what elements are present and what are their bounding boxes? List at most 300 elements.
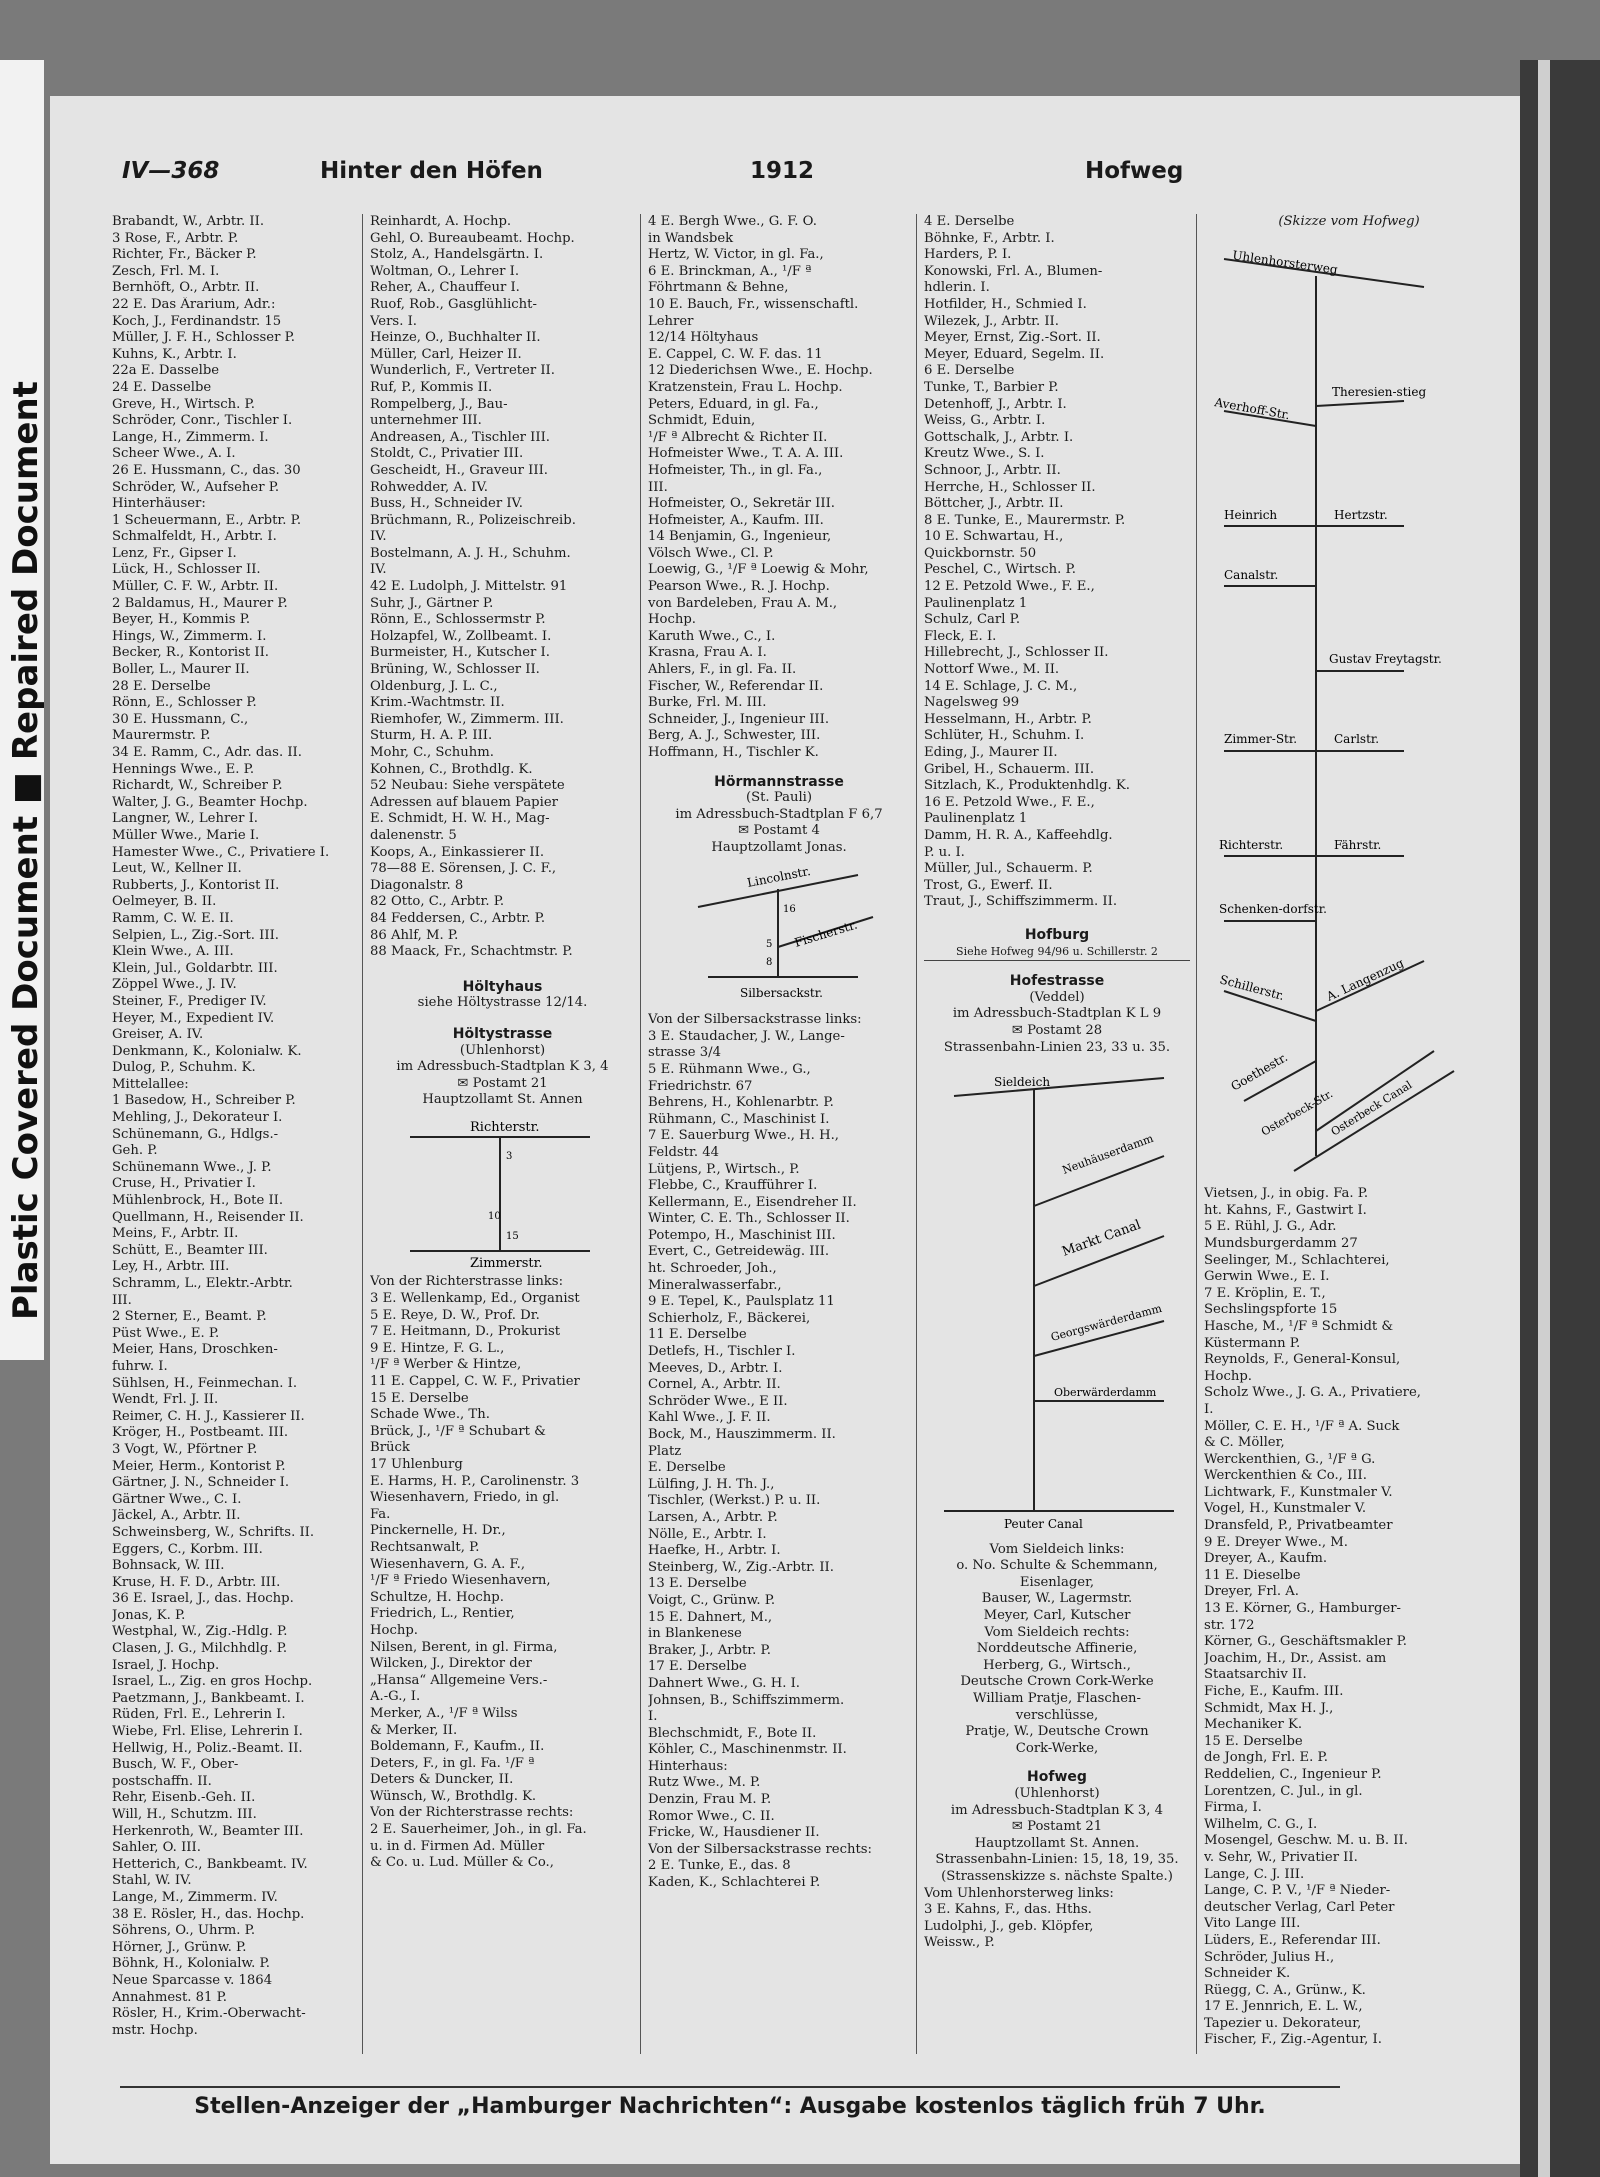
map-street	[1316, 401, 1404, 406]
entry-list	[924, 1886, 1190, 1952]
directory-entry: Sturm, H. A. P. III.	[370, 728, 493, 744]
scan-label: Plastic Covered Document ■ Repaired Document	[6, 381, 46, 1320]
directory-entry: postschaffn. II.	[112, 1773, 212, 1789]
directory-entry: 3 Vogt, W., Pförtner P.	[112, 1441, 258, 1457]
directory-entry: Nagelsweg 99	[924, 695, 1020, 711]
directory-entry: Böttcher, J., Arbtr. II.	[924, 496, 1064, 512]
map-number: 3	[506, 1150, 513, 1162]
entry-list	[370, 1274, 635, 1871]
directory-entry: Rönn, E., Schlosser P.	[112, 695, 257, 711]
column-divider	[916, 214, 917, 2054]
directory-entry: Jonas, K. P.	[112, 1607, 186, 1623]
directory-entry: Von der Richterstrasse links:	[370, 1274, 564, 1290]
directory-entry: Vietsen, J., in obig. Fa. P.	[1204, 1186, 1369, 1202]
directory-entry: Detenhoff, J., Arbtr. I.	[924, 396, 1067, 412]
directory-entry: Annahmest. 81 P.	[112, 1989, 227, 2005]
section-info	[924, 1786, 1190, 1886]
directory-entry: Fiche, E., Kaufm. III.	[1204, 1684, 1344, 1699]
directory-entry: Schütt, E., Beamter III.	[112, 1242, 268, 1258]
directory-entry: Karuth Wwe., C., I.	[648, 628, 776, 644]
directory-entry: Schmalfeldt, H., Arbtr. I.	[112, 529, 277, 545]
directory-entry: Hinterhäuser:	[112, 496, 206, 512]
directory-entry: Herrche, H., Schlosser II.	[924, 479, 1096, 495]
directory-entry: 15 E. Derselbe	[370, 1390, 469, 1406]
map-label: Oberwärderdamm	[1054, 1386, 1157, 1400]
directory-entry: 1 Basedow, H., Schreiber P.	[112, 1093, 296, 1109]
directory-entry: Kellermann, E., Eisendreher II.	[648, 1194, 857, 1210]
column-1	[112, 214, 357, 2054]
directory-entry: Sahler, O. III.	[112, 1840, 201, 1856]
directory-entry: 13 E. Derselbe	[648, 1576, 747, 1592]
directory-entry: Oelmeyer, B. II.	[112, 894, 217, 910]
column-3	[648, 214, 910, 2054]
column-divider	[362, 214, 363, 2054]
directory-entry: (St. Pauli)	[745, 790, 813, 806]
directory-entry: Greiser, A. IV.	[112, 1027, 204, 1043]
directory-entry: Traut, J., Schiffszimmerm. II.	[924, 894, 1118, 910]
directory-entry: 15 E. Derselbe	[1204, 1733, 1303, 1749]
directory-entry: Winter, C. E. Th., Schlosser II.	[648, 1211, 850, 1227]
directory-entry: ¹/F ª Friedo Wiesenhavern,	[370, 1573, 551, 1589]
directory-entry: E. Schmidt, H. W. H., Mag-	[370, 811, 550, 827]
directory-entry: Norddeutsche Affinerie,	[976, 1641, 1138, 1657]
directory-entry: Friedrichstr. 67	[648, 1078, 753, 1094]
directory-entry: 16 E. Petzold Wwe., F. E.,	[924, 794, 1095, 810]
directory-entry: 13 E. Körner, G., Hamburger-	[1204, 1601, 1402, 1617]
directory-entry: Fricke, W., Hausdiener II.	[648, 1825, 820, 1841]
directory-entry: Braker, J., Arbtr. P.	[648, 1642, 771, 1658]
directory-entry: 84 Feddersen, C., Arbtr. P.	[370, 910, 546, 926]
directory-entry: Möller, C. E. H., ¹/F ª A. Suck	[1204, 1418, 1400, 1434]
directory-entry: Söhrens, O., Uhrm. P.	[112, 1923, 256, 1939]
directory-entry: Schramm, L., Elektr.-Arbtr.	[112, 1276, 293, 1291]
directory-entry: Lehrer	[648, 313, 694, 329]
directory-entry: 14 Benjamin, G., Ingenieur,	[648, 529, 832, 545]
directory-entry: Boller, L., Maurer II.	[112, 662, 250, 678]
directory-entry: Von der Richterstrasse rechts:	[370, 1805, 574, 1821]
directory-entry: Fleck, E. I.	[924, 628, 997, 644]
directory-entry: Eggers, C., Korbm. III.	[112, 1541, 263, 1557]
directory-entry: im Adressbuch-Stadtplan K 3, 4	[950, 1802, 1164, 1818]
directory-entry: Andreasen, A., Tischler III.	[370, 429, 550, 445]
map-label: Richterstr.	[1219, 837, 1284, 852]
map-label: Georgswärderdamm	[1049, 1301, 1164, 1344]
directory-entry: Loewig, G., ¹/F ª Loewig & Mohr,	[648, 562, 869, 578]
directory-entry: ¹/F ª Werber & Hintze,	[370, 1357, 522, 1373]
directory-entry: Fischer, F., Zig.-Agentur, I.	[1204, 2032, 1382, 2048]
directory-entry: 5 E. Reye, D. W., Prof. Dr.	[370, 1307, 540, 1323]
directory-entry: Hamester Wwe., C., Privatiere I.	[112, 844, 330, 860]
directory-entry: Berg, A. J., Schwester, III.	[648, 728, 821, 744]
directory-entry: str. 172	[1204, 1617, 1255, 1633]
section-title-hofestrasse: Hofestrasse	[1009, 973, 1105, 990]
map-label: Richterstr.	[470, 1119, 540, 1135]
directory-entry: 78—88 E. Sörensen, J. C. F.,	[370, 861, 557, 877]
directory-entry: Damm, H. R. A., Kaffeehdlg.	[924, 827, 1113, 843]
directory-entry: 6 E. Brinckman, A., ¹/F ª	[648, 263, 812, 279]
directory-entry: Geh. P.	[112, 1143, 158, 1159]
directory-entry: 26 E. Hussmann, C., das. 30	[112, 462, 301, 478]
directory-entry: Reynolds, F., General-Konsul,	[1204, 1352, 1401, 1368]
directory-entry: Gottschalk, J., Arbtr. I.	[924, 429, 1074, 445]
directory-entry: P. u. I.	[924, 844, 965, 860]
directory-entry: Lütjens, P., Wirtsch., P.	[648, 1161, 800, 1177]
directory-entry: Rechtsanwalt, P.	[370, 1539, 480, 1555]
directory-entry: Rüegg, C. A., Grünw., K.	[1204, 1982, 1366, 1998]
directory-entry: Steinberg, W., Zig.-Arbtr. II.	[648, 1559, 834, 1575]
directory-entry: Paulinenplatz 1	[924, 595, 1028, 611]
directory-entry: Deutsche Crown Cork-Werke	[960, 1674, 1154, 1690]
directory-entry: Herkenroth, W., Beamter III.	[112, 1823, 304, 1839]
directory-entry: Woltman, O., Lehrer I.	[370, 263, 520, 279]
column-5	[1204, 214, 1494, 2054]
directory-entry: Hennings Wwe., E. P.	[112, 761, 255, 777]
directory-entry: Schröder, Julius H.,	[1204, 1949, 1335, 1965]
directory-entry: Lüders, E., Referendar III.	[1204, 1932, 1381, 1948]
directory-entry: Gerwin Wwe., E. I.	[1204, 1269, 1330, 1285]
directory-entry: Riemhofer, W., Zimmerm. III.	[370, 711, 564, 727]
directory-entry: 30 E. Hussmann, C.,	[112, 711, 249, 727]
directory-entry: Ramm, C. W. E. II.	[112, 910, 234, 926]
directory-entry: III.	[112, 1292, 132, 1308]
entry-list	[112, 214, 357, 2039]
directory-entry: Fa.	[370, 1506, 391, 1522]
directory-entry: Brück	[370, 1440, 410, 1456]
directory-entry: im Adressbuch-Stadtplan F 6,7	[675, 806, 883, 822]
map-street	[1294, 1071, 1454, 1171]
directory-entry: Stolz, A., Handelsgärtn. I.	[370, 247, 544, 263]
directory-entry: Meyer, Ernst, Zig.-Sort. II.	[924, 330, 1101, 346]
map-label: Theresien-stieg	[1332, 384, 1427, 399]
directory-entry: 11 E. Dieselbe	[1204, 1567, 1301, 1583]
directory-entry: 11 E. Cappel, C. W. F., Privatier	[370, 1374, 580, 1390]
directory-entry: 2 E. Sauerheimer, Joh., in gl. Fa.	[370, 1822, 587, 1838]
directory-entry: Nottorf Wwe., M. II.	[924, 662, 1060, 678]
directory-entry: Peters, Eduard, in gl. Fa.,	[648, 396, 819, 412]
directory-entry: Denzin, Frau M. P.	[648, 1792, 772, 1808]
directory-entry: Friedrich, L., Rentier,	[370, 1606, 515, 1622]
directory-entry: Hauptzollamt St. Annen.	[974, 1835, 1140, 1851]
directory-entry: im Adressbuch-Stadtplan K 3, 4	[396, 1059, 609, 1075]
directory-entry: 28 E. Derselbe	[112, 678, 211, 694]
directory-entry: 10 E. Schwartau, H.,	[924, 529, 1064, 545]
directory-entry: Paulinenplatz 1	[924, 811, 1028, 827]
section-title-hofburg: Hofburg	[1024, 926, 1090, 943]
directory-entry: Schierholz, F., Bäckerei,	[648, 1310, 811, 1326]
directory-entry: Neue Sparcasse v. 1864	[112, 1972, 273, 1988]
directory-entry: Hellwig, H., Poliz.-Beamt. II.	[112, 1740, 303, 1756]
directory-entry: Reher, A., Chauffeur I.	[370, 280, 520, 296]
section-info	[648, 790, 910, 856]
book-binding	[1520, 60, 1600, 2177]
directory-entry: E. Derselbe	[648, 1460, 726, 1476]
directory-entry: o. No. Schulte & Schemmann,	[956, 1558, 1158, 1574]
directory-entry: Gärtner Wwe., C. I.	[112, 1491, 242, 1507]
directory-entry: Voigt, C., Grünw. P.	[648, 1592, 776, 1608]
directory-entry: Pearson Wwe., R. J. Hochp.	[648, 579, 830, 595]
directory-entry: E. Cappel, C. W. F. das. 11	[648, 346, 823, 362]
directory-entry: Gescheidt, H., Graveur III.	[370, 462, 548, 478]
directory-entry: hdlerin. I.	[924, 280, 990, 296]
directory-entry: Dreyer, A., Kaufm.	[1204, 1551, 1328, 1567]
directory-entry: William Pratje, Flaschen-	[973, 1691, 1141, 1707]
directory-entry: 17 Uhlenburg	[370, 1457, 463, 1472]
directory-entry: Dreyer, Frl. A.	[1204, 1584, 1299, 1600]
directory-entry: Tapezier u. Dekorateur,	[1204, 2015, 1362, 2031]
directory-entry: 22a E. Dasselbe	[112, 363, 220, 379]
section-title-hofweg: Hofweg	[1027, 1769, 1087, 1786]
entry-list	[370, 214, 635, 961]
directory-entry: Lange, C. J. III.	[1204, 1866, 1305, 1882]
directory-entry: Kröger, H., Postbeamt. III.	[112, 1425, 289, 1441]
directory-entry: Larsen, A., Arbtr. P.	[648, 1509, 778, 1525]
directory-entry: Rutz Wwe., M. P.	[648, 1775, 761, 1791]
directory-entry: Rönn, E., Schlossermstr P.	[370, 612, 546, 628]
directory-entry: Wunderlich, F., Vertreter II.	[370, 363, 555, 379]
directory-entry: Suhr, J., Gärtner P.	[370, 595, 494, 611]
directory-entry: Holzapfel, W., Zollbeamt. I.	[370, 628, 552, 644]
directory-entry: 9 E. Dreyer Wwe., M.	[1204, 1534, 1348, 1550]
directory-entry: Burke, Frl. M. III.	[648, 695, 767, 711]
directory-entry: Hertz, W. Victor, in gl. Fa.,	[648, 247, 824, 263]
directory-entry: Hesselmann, H., Arbtr. P.	[924, 711, 1092, 727]
directory-entry: Tischler, (Werkst.) P. u. II.	[648, 1493, 821, 1509]
directory-entry: A.-G., I.	[370, 1689, 421, 1705]
map-street	[1316, 1051, 1434, 1131]
directory-entry: Mineralwasserfabr.,	[648, 1277, 782, 1293]
directory-entry: Schröder, Conr., Tischler I.	[112, 413, 293, 429]
directory-entry: Lange, H., Zimmerm. I.	[112, 429, 269, 445]
directory-entry: Cruse, H., Privatier I.	[112, 1176, 256, 1192]
directory-entry: 3 E. Staudacher, J. W., Lange-	[648, 1028, 845, 1044]
directory-entry: Zesch, Frl. M. I.	[112, 263, 220, 279]
directory-entry: 34 E. Ramm, C., Adr. das. II.	[112, 745, 302, 760]
directory-entry: Israel, J. Hochp.	[112, 1657, 220, 1673]
directory-entry: Sitzlach, K., Produktenhdlg. K.	[924, 778, 1130, 794]
directory-entry: Hofmeister, A., Kaufm. III.	[648, 512, 824, 528]
directory-entry: & Co. u. Lud. Müller & Co.,	[370, 1855, 554, 1871]
section-title-hoermannstrasse: Hörmannstrasse	[714, 773, 844, 790]
directory-entry: Langner, W., Lehrer I.	[112, 811, 258, 827]
directory-entry: im Adressbuch-Stadtplan K L 9	[952, 1006, 1162, 1022]
directory-entry: Bernhöft, O., Arbtr. II.	[112, 280, 260, 296]
map-label: Osterbeck Canal	[1328, 1077, 1415, 1139]
map-street	[954, 1078, 1164, 1096]
directory-entry: von Bardeleben, Frau A. M.,	[648, 595, 838, 611]
directory-entry: 3 E. Kahns, F., das. Hths.	[924, 1902, 1092, 1918]
directory-entry: Ludolphi, J., geb. Klöpfer,	[924, 1918, 1094, 1934]
directory-entry: Schneider K.	[1204, 1966, 1291, 1982]
column-4	[924, 214, 1190, 2054]
map-number: 8	[766, 956, 773, 968]
directory-entry: Schlüter, H., Schuhm. I.	[924, 728, 1085, 744]
directory-entry: Sechslingspforte 15	[1204, 1302, 1338, 1318]
section-note: Siehe Hofweg 94/96 u. Schillerstr. 2	[924, 944, 1190, 962]
directory-entry: 2 Sterner, E., Beamt. P.	[112, 1309, 267, 1325]
directory-entry: 36 E. Israel, J., das. Hochp.	[112, 1591, 294, 1607]
directory-entry: 88 Maack, Fr., Schachtmstr. P.	[370, 944, 573, 960]
directory-entry: Ruf, P., Kommis II.	[370, 379, 493, 395]
entry-list	[648, 1012, 910, 1891]
directory-entry: Platz	[648, 1443, 682, 1459]
directory-entry: Gribel, H., Schauerm. III.	[924, 761, 1095, 777]
directory-entry: 3 Rose, F., Arbtr. P.	[112, 230, 239, 246]
directory-entry: verschlüsse,	[1015, 1707, 1099, 1723]
map-label: Canalstr.	[1224, 567, 1279, 582]
directory-entry: Richardt, W., Schreiber P.	[112, 778, 283, 794]
directory-entry: 12 Diederichsen Wwe., E. Hochp.	[648, 363, 873, 379]
directory-entry: 6 E. Derselbe	[924, 363, 1015, 379]
directory-entry: 17 E. Jennrich, E. L. W.,	[1204, 1999, 1363, 2015]
directory-entry: Bauser, W., Lagermstr.	[981, 1591, 1133, 1607]
directory-entry: 24 E. Dasselbe	[112, 379, 212, 395]
directory-entry: (Strassenskizze s. nächste Spalte.)	[941, 1868, 1173, 1884]
directory-entry: Ruof, Rob., Gasglühlicht-	[370, 296, 537, 312]
directory-entry: Hoffmann, H., Tischler K.	[648, 745, 819, 760]
directory-entry: Wilcken, J., Direktor der	[370, 1656, 532, 1672]
directory-entry: Vom Sieldeich rechts:	[984, 1624, 1130, 1640]
directory-entry: ✉ Postamt 28	[1011, 1022, 1103, 1038]
directory-entry: ✉ Postamt 21	[1011, 1819, 1103, 1835]
directory-entry: 10 E. Bauch, Fr., wissenschaftl.	[648, 296, 859, 312]
directory-entry: Brück, J., ¹/F ª Schubart &	[370, 1423, 546, 1439]
directory-entry: Klein, Jul., Goldarbtr. III.	[112, 960, 278, 976]
directory-entry: Westphal, W., Zig.-Hdlg. P.	[112, 1624, 288, 1640]
directory-entry: Hinterhaus:	[648, 1758, 728, 1774]
directory-entry: Weiss, G., Arbtr. I.	[924, 413, 1046, 429]
directory-entry: Von der Silbersackstrasse links:	[648, 1012, 862, 1028]
directory-entry: Brüning, W., Schlosser II.	[370, 662, 540, 678]
directory-entry: Lück, H., Schlosser II.	[112, 562, 261, 578]
directory-entry: Maurermstr. P.	[112, 728, 211, 744]
directory-entry: Meeves, D., Arbtr. I.	[648, 1360, 783, 1376]
page-edge	[1538, 60, 1550, 2177]
directory-entry: Köhler, C., Maschinenmstr. II.	[648, 1742, 847, 1758]
directory-entry: Paetzmann, J., Bankbeamt. I.	[112, 1690, 305, 1706]
directory-entry: de Jongh, Frl. E. P.	[1204, 1750, 1328, 1766]
directory-entry: Vom Sieldeich links:	[989, 1541, 1125, 1557]
right-street-title: Hofweg	[1085, 158, 1184, 184]
directory-entry: Strassenbahn-Linien 23, 33 u. 35.	[943, 1039, 1171, 1055]
directory-entry: Will, H., Schutzm. III.	[112, 1807, 257, 1822]
directory-entry: Quellmann, H., Reisender II.	[112, 1209, 304, 1225]
directory-entry: 5 E. Rühmann Wwe., G.,	[648, 1061, 811, 1077]
directory-entry: Wünsch, W., Brothdlg. K.	[370, 1788, 537, 1804]
map-number: 16	[783, 903, 796, 915]
directory-entry: Scheer Wwe., A. I.	[112, 446, 236, 462]
directory-entry: Gehl, O. Bureaubeamt. Hochp.	[370, 230, 575, 246]
directory-entry: Mechaniker K.	[1204, 1717, 1303, 1733]
directory-entry: Zöppel Wwe., J. IV.	[112, 977, 237, 993]
map-label: Averhoff-Str.	[1213, 394, 1291, 422]
directory-entry: Greve, H., Wirtsch. P.	[112, 396, 255, 412]
directory-entry: IV.	[370, 562, 387, 578]
directory-entry: Busch, W. F., Ober-	[112, 1757, 239, 1773]
directory-entry: Schade Wwe., Th.	[370, 1407, 490, 1423]
directory-entry: Hochp.	[648, 612, 696, 628]
directory-entry: Ley, H., Arbtr. III.	[112, 1259, 230, 1275]
directory-entry: Behrens, H., Kohlenarbtr. P.	[648, 1095, 834, 1111]
directory-entry: 17 E. Derselbe	[648, 1659, 747, 1675]
directory-entry: Meyer, Carl, Kutscher	[983, 1608, 1131, 1624]
directory-entry: Tunke, T., Barbier P.	[924, 379, 1059, 395]
directory-entry: I.	[1204, 1401, 1214, 1417]
directory-entry: Rühmann, C., Maschinist I.	[648, 1111, 830, 1127]
directory-entry: Buss, H., Schneider IV.	[370, 496, 523, 512]
directory-entry: 86 Ahlf, M. P.	[370, 927, 459, 943]
map-label: Peuter Canal	[1004, 1517, 1083, 1532]
directory-entry: Konowski, Frl. A., Blumen-	[924, 263, 1103, 279]
directory-entry: Cornel, A., Arbtr. II.	[648, 1377, 781, 1393]
directory-entry: strasse 3/4	[648, 1045, 721, 1061]
directory-entry: Meier, Herm., Kontorist P.	[112, 1458, 286, 1474]
directory-entry: Deters, F., in gl. Fa. ¹/F ª	[370, 1755, 535, 1771]
section-title-hoeltyhaus: Höltyhaus	[462, 978, 543, 995]
directory-entry: Schünemann, G., Hdlgs.-	[112, 1126, 279, 1142]
directory-entry: & C. Möller,	[1204, 1435, 1285, 1451]
directory-entry: Leut, W., Kellner II.	[112, 861, 242, 877]
directory-entry: Merker, A., ¹/F ª Wilss	[370, 1705, 518, 1721]
directory-entry: Selpien, L., Zig.-Sort. III.	[112, 927, 279, 943]
directory-entry: Mehling, J., Dekorateur I.	[112, 1110, 283, 1126]
directory-entry: Feldstr. 44	[648, 1144, 719, 1160]
entry-list	[924, 214, 1190, 911]
directory-entry: unternehmer III.	[370, 413, 482, 429]
directory-entry: Weissw., P.	[924, 1935, 995, 1951]
directory-entry: 12 E. Petzold Wwe., F. E.,	[924, 579, 1095, 595]
directory-entry: Bostelmann, A. J. H., Schuhm.	[370, 545, 571, 561]
directory-entry: Schünemann Wwe., J. P.	[112, 1159, 272, 1175]
directory-entry: Evert, C., Getreidewäg. III.	[648, 1244, 830, 1260]
entry-list	[648, 214, 910, 762]
directory-entry: Lange, M., Zimmerm. IV.	[112, 1889, 278, 1905]
directory-entry: Hotfilder, H., Schmied I.	[924, 296, 1087, 312]
directory-entry: Sühlsen, H., Feinmechan. I.	[112, 1375, 298, 1391]
directory-entry: Körner, G., Geschäftsmakler P.	[1204, 1634, 1407, 1650]
map-number: 15	[506, 1230, 519, 1242]
directory-entry: Heinze, O., Buchhalter II.	[370, 330, 541, 346]
directory-entry: Kuhns, K., Arbtr. I.	[112, 346, 237, 362]
directory-entry: 9 E. Tepel, K., Paulsplatz 11	[648, 1294, 835, 1310]
directory-entry: Staatsarchiv II.	[1204, 1667, 1307, 1683]
directory-entry: Hofmeister, O., Sekretär III.	[648, 496, 835, 512]
directory-entry: Lichtwark, F., Kunstmaler V.	[1204, 1484, 1393, 1500]
directory-entry: Kaden, K., Schlachterei P.	[648, 1875, 821, 1891]
directory-entry: Israel, L., Zig. en gros Hochp.	[112, 1674, 313, 1690]
directory-entry: Mundsburgerdamm 27	[1204, 1235, 1358, 1251]
directory-entry: Jäckel, A., Arbtr. II.	[112, 1508, 241, 1524]
directory-entry: 5 E. Rühl, J. G., Adr.	[1204, 1219, 1337, 1235]
directory-entry: Schweinsberg, W., Schrifts. II.	[112, 1524, 315, 1540]
directory-entry: deutscher Verlag, Carl Peter	[1204, 1899, 1395, 1915]
directory-entry: Peschel, C., Wirtsch. P.	[924, 562, 1076, 578]
directory-entry: Reddelien, C., Ingenieur P.	[1204, 1766, 1382, 1782]
directory-entry: Rüden, Frl. E., Lehrerin I.	[112, 1707, 286, 1723]
directory-entry: IV.	[370, 529, 387, 545]
directory-entry: Mosengel, Geschw. M. u. B. II.	[1204, 1833, 1408, 1849]
directory-entry: Diagonalstr. 8	[370, 877, 464, 893]
directory-entry: (Uhlenhorst)	[1014, 1786, 1100, 1801]
directory-entry: Fischer, W., Referendar II.	[648, 678, 824, 694]
entry-list	[1204, 1186, 1494, 2049]
column-2	[370, 214, 635, 2054]
directory-entry: Adressen auf blauem Papier	[370, 794, 558, 810]
directory-entry: Denkmann, K., Kolonialw. K.	[112, 1043, 302, 1059]
directory-entry: Gärtner, J. N., Schneider I.	[112, 1475, 290, 1491]
directory-entry: Vito Lange III.	[1204, 1916, 1301, 1932]
directory-entry: 7 E. Kröplin, E. T.,	[1204, 1285, 1326, 1301]
directory-entry: Vogel, H., Kunstmaler V.	[1204, 1501, 1367, 1517]
